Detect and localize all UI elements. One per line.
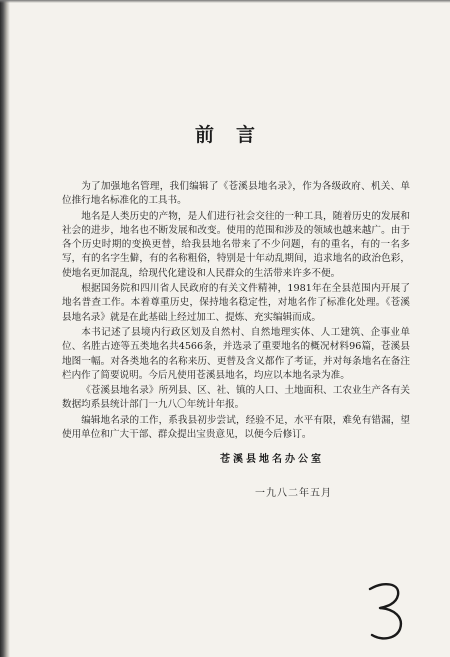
page-top-edge (0, 0, 450, 3)
signature-office: 苍溪县地名办公室 (220, 454, 324, 465)
paragraph-6: 编辑地名录的工作，系我县初步尝试，经验不足，水平有限，难免有错漏，望使用单位和广大干部、群众提出宝贵意见，以便今后修订。 (62, 414, 410, 441)
paragraph-2: 地名是人类历史的产物，是人们进行社会交往的一种工具，随着历史的发展和社会的进步，地名也不断发展和改变。使用的范围和涉及的领域也越来越广。由于各个历史时期的变换更替，给我县地名带来了不少问题，有的重名，有的一名多写，有的名字生僻，有的名称粗俗，特别是十年动乱期间，追求地名的政治色彩，使地名更加混乱，给现代化建设和人民群众的生活带来许多不便。 (62, 210, 410, 279)
handwritten-page-mark (360, 575, 420, 645)
page-binding-edge (0, 0, 10, 657)
paragraph-4: 本书记述了县境内行政区划及自然村、自然地理实体、人工建筑、企事业单位、名胜古迹等五类地名共4566条，并选录了重要地名的概况材料96篇，苍溪县地图一幅。对各类地名的名称来历、更替及含义都作了考证，并对每条地名在备注栏内作了简要说明。今后凡使用苍溪县地名，均应以本地名录为准。 (62, 326, 410, 381)
signature-date: 一九八二年五月 (255, 488, 332, 499)
page-title: 前言 (194, 124, 277, 146)
paragraph-1: 为了加强地名管理，我们编辑了《苍溪县地名录》，作为各级政府、机关、单位推行地名标准化的工具书。 (62, 181, 410, 207)
paragraph-3: 根据国务院和四川省人民政府的有关文件精神，1981年在全县范围内开展了地名普查工作。本着尊重历史，保持地名稳定性，对地名作了标准化处理。《苍溪县地名录》就是在此基础上经过加工、提炼、充实编辑而成。 (62, 283, 410, 323)
paragraph-5: 《苍溪县地名录》所列县、区、社、镇的人口、土地面积、工农业生产各有关数据均系县统计部门一九八〇年统计年报。 (62, 385, 410, 411)
preface-body (62, 180, 410, 443)
